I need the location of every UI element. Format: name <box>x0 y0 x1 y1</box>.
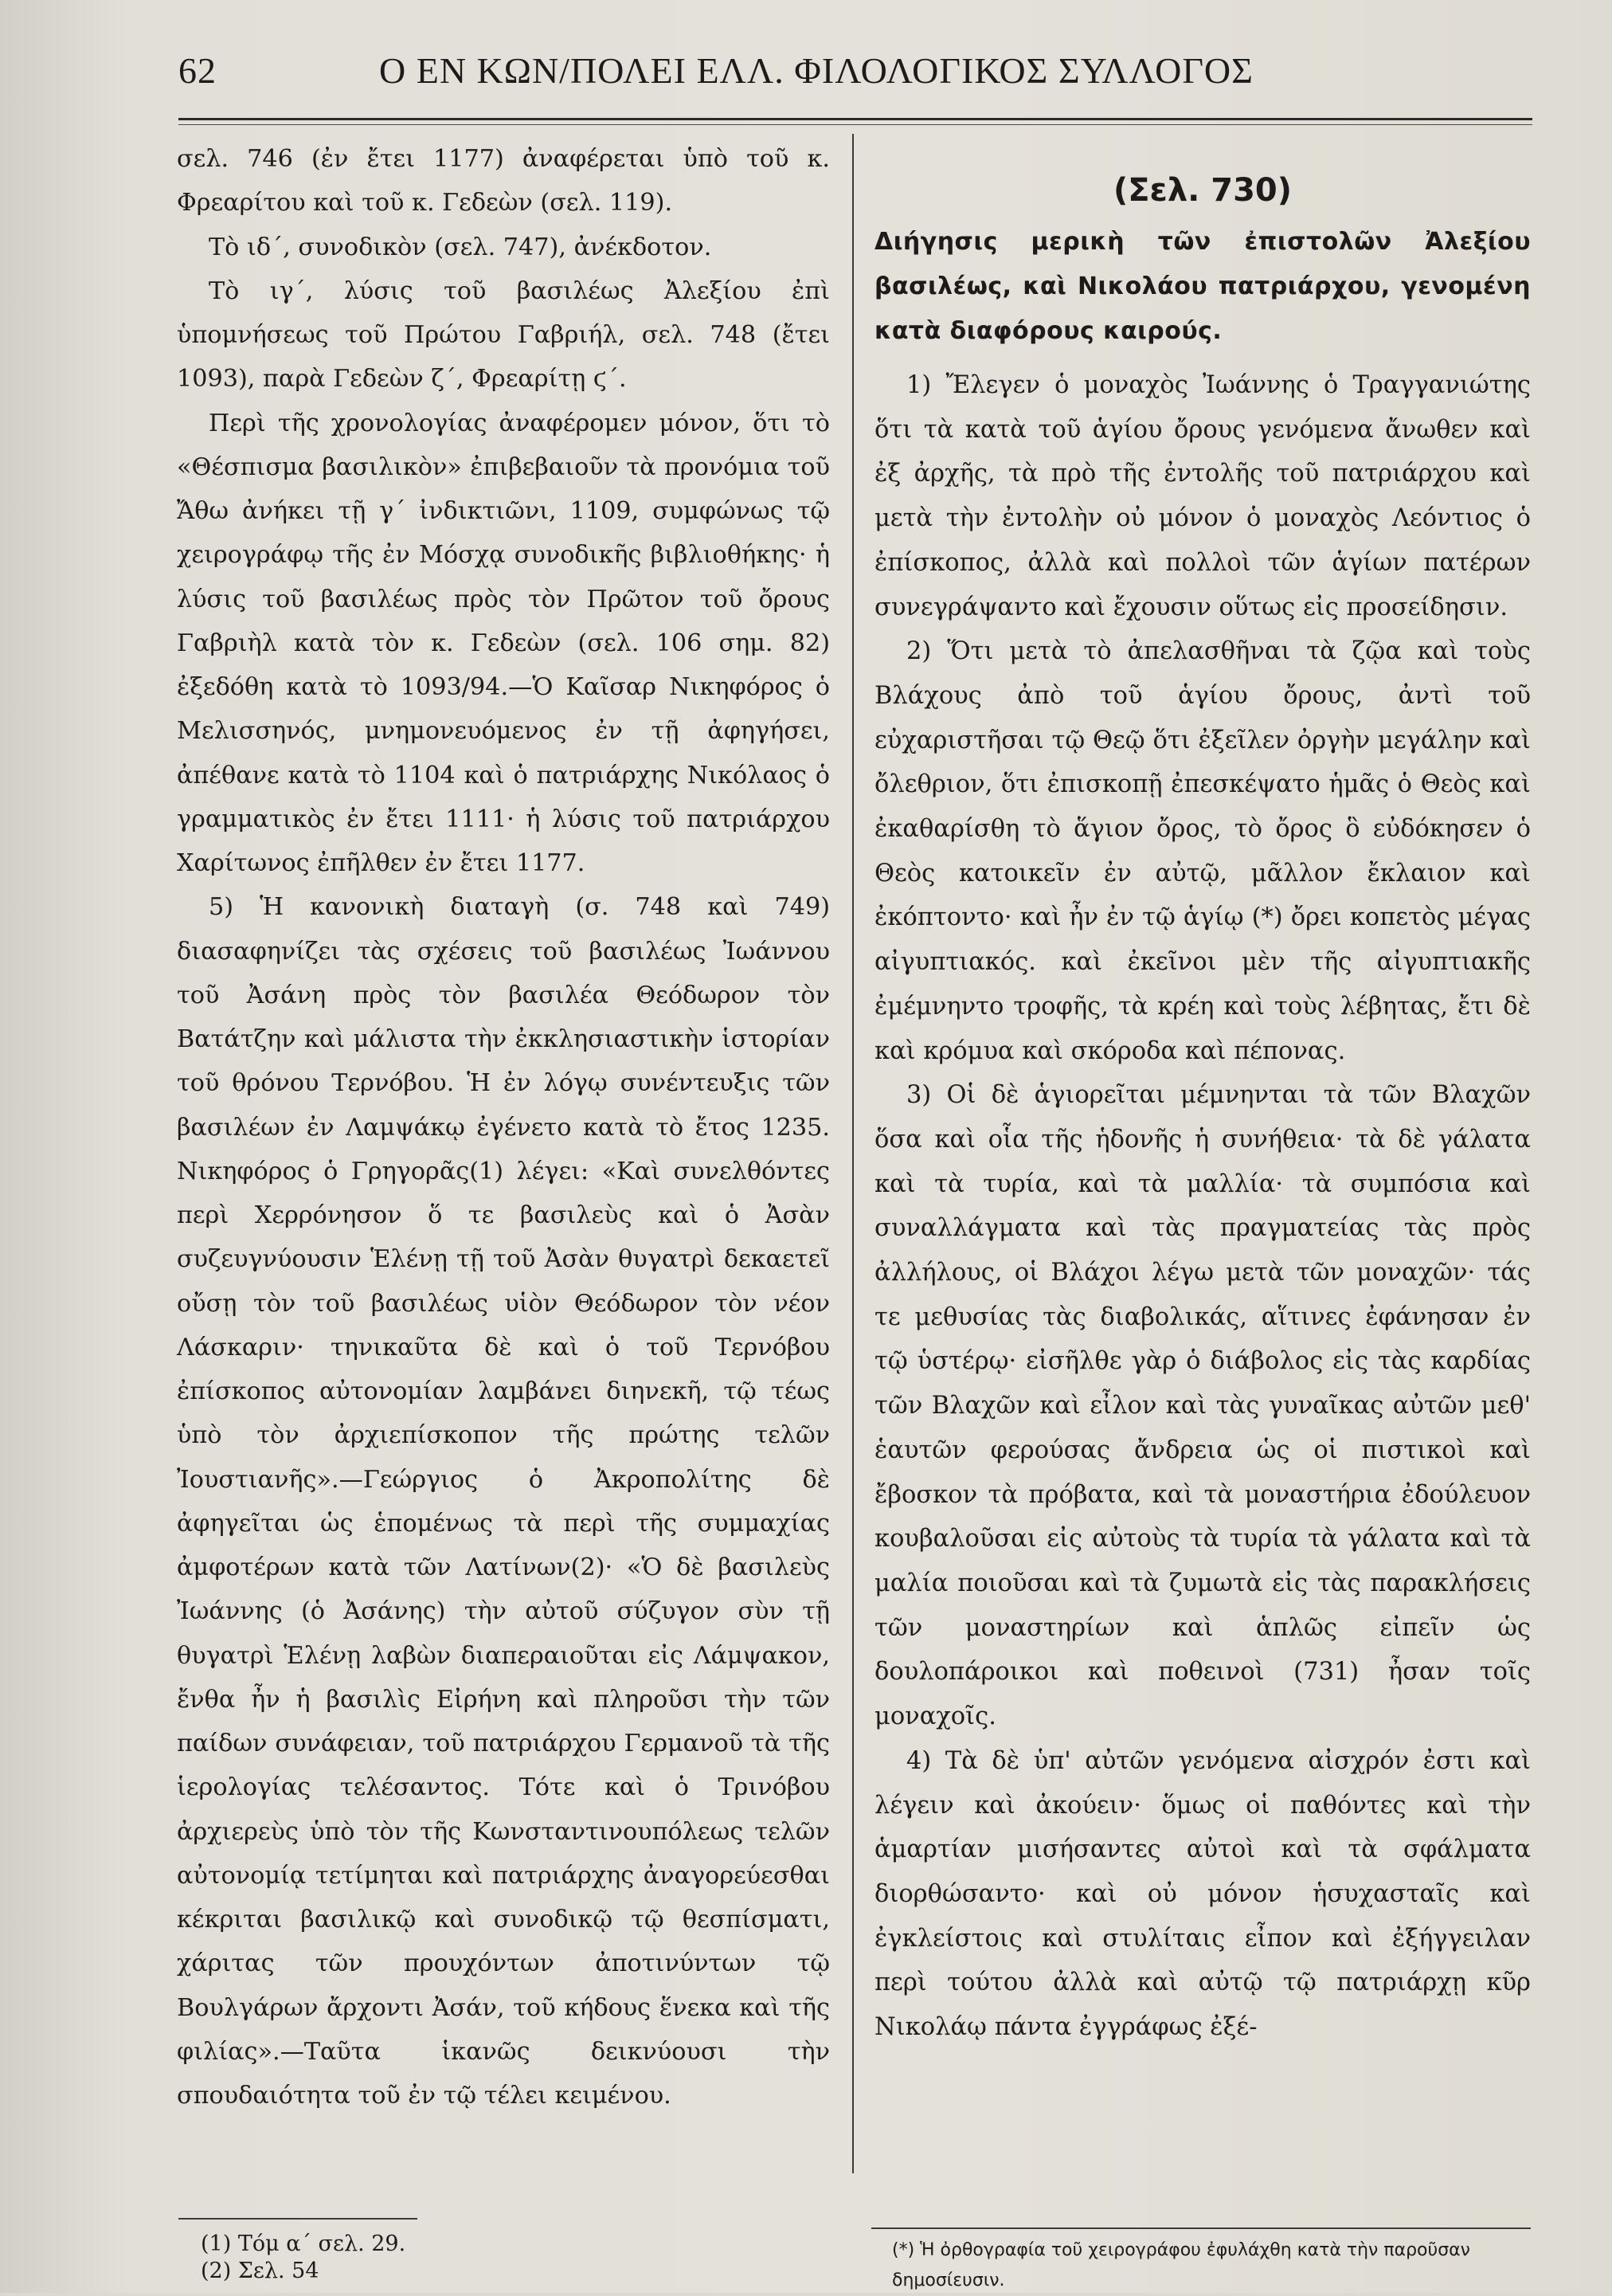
left-paragraph-3: Τὸ ιγ΄, λύσις τοῦ βασιλέως Ἀλεξίου ἐπὶ ὑπομνήσεως τοῦ Πρώτου Γαβριήλ, σελ. 748 (ἔτει 1093), παρὰ Γεδεὼν ζ΄, Φρεαρίτῃ ϛ΄. <box>177 276 830 394</box>
header-rule <box>178 118 1532 120</box>
right-paragraph-2: 2) Ὅτι μετὰ τὸ ἀπελασθῆναι τὰ ζῷα καὶ τοὺς Βλάχους ἀπὸ τοῦ ἁγίου ὄρους, ἀντὶ τοῦ εὐχαριστῆσαι τῷ Θεῷ ὅτι ἐξεῖλεν ὀργὴν μεγάλην καὶ ὄλεθριον, ὅτι ἐπισκοπῇ ἐπεσκέψατο ἡμᾶς ὁ Θεὸς καὶ ἐκαθαρίσθη τὸ ἅγιον ὄρος, τὸ ὄρος ὃ εὐδόκησεν ὁ Θεὸς κατοικεῖν ἐν αὐτῷ, μᾶλλον ἔκλαιον καὶ ἐκόπτοντο· καὶ ἦν ἐν τῷ ἁγίῳ (*) ὄρει κοπετὸς μέγας αἰγυπτιακός. καὶ ἐκεῖνοι μὲν τῆς αἰγυπτιακῆς ἐμέμνηντο τροφῆς, τὰ κρέη καὶ τοὺς λέβητας, ἔτι δὲ καὶ κρόμυα καὶ σκόροδα καὶ πέπονας. <box>874 637 1531 1065</box>
right-footnote: (*) Ἡ ὀρθογραφία τοῦ χειρογράφου ἐφυλάχθη κατὰ τὴν παροῦσαν δημοσίευσιν. <box>892 2240 1470 2290</box>
left-column <box>177 137 830 2118</box>
footnote-2: (2) Σελ. 54 <box>201 2259 319 2283</box>
right-paragraph-4: 4) Τὰ δὲ ὑπ' αὐτῶν γενόμενα αἰσχρόν ἐστι καὶ λέγειν καὶ ἀκούειν· ὅμως οἱ παθόντες καὶ τὴν ἁμαρτίαν μισήσαντες αὐτοὶ καὶ τὰ σφάλματα διορθώσαντο· καὶ οὐ μόνον ἡσυχασταῖς καὶ ἐγκλείστοις καὶ στυλίταις εἶπον καὶ ἐξήγγειλαν περὶ τούτου ἀλλὰ καὶ αὐτῷ τῷ πατριάρχῃ κῦρ Νικολάῳ πάντα ἐγγράφως ἐξέ- <box>874 1746 1531 2042</box>
column-divider <box>852 134 854 2173</box>
page-header <box>178 41 1532 97</box>
left-paragraph-5: 5) Ἡ κανονικὴ διαταγὴ (σ. 748 καὶ 749) διασαφηνίζει τὰς σχέσεις τοῦ βασιλέως Ἰωάννου τοῦ Ἀσάνη πρὸς τὸν βασιλέα Θεόδωρον τὸν Βατάτζην καὶ μάλιστα τὴν ἐκκλησιαστικὴν ἱστορίαν τοῦ θρόνου Τερνόβου. Ἡ ἐν λόγῳ συνέντευξις τῶν βασιλέων ἐν Λαμψάκῳ ἐγένετο κατὰ τὸ ἔτος 1235. Νικηφόρος ὁ Γρηγορᾶς(1) λέγει: «Καὶ συνελθόντες περὶ Χερρόνησον ὅ τε βασιλεὺς καὶ ὁ Ἀσὰν συζευγνύουσιν Ἑλένῃ τῇ τοῦ Ἀσὰν θυγατρὶ δεκαετεῖ οὔσῃ τὸν τοῦ βασιλέως υἱὸν Θεόδωρον τὸν νέον Λάσκαριν· τηνικαῦτα δὲ καὶ ὁ τοῦ Τερνόβου ἐπίσκοπος αὐτονομίαν λαμβάνει διηνεκῆ, τῷ τέως ὑπὸ τὸν ἀρχιεπίσκοπον τῆς πρώτης τελῶν Ἰουστιανῆς».—Γεώργιος ὁ Ἀκροπολίτης δὲ ἀφηγεῖται ὡς ἑπομένως τὰ περὶ τῆς συμμαχίας ἀμφοτέρων κατὰ τῶν Λατίνων(2)· «Ὁ δὲ βασιλεὺς Ἰωάννης (ὁ Ἀσάνης) τὴν αὐτοῦ σύζυγον σὺν τῇ θυγατρὶ Ἑλένῃ λαβὼν διαπεραιοῦται εἰς Λάμψακον, ἔνθα ἦν ἡ βασιλὶς Εἰρήνη καὶ πληροῦσι τὴν τῶν παίδων συνάφειαν, τοῦ πατριάρχου Γερμανοῦ τὰ τῆς ἱερολογίας τελέσαντος. Τότε καὶ ὁ Τρινόβου ἀρχιερεὺς ὑπὸ τὸν τῆς Κωνσταντινουπόλεως τελῶν αὐτονομίᾳ τετίμηται καὶ πατριάρχης ἀναγορεύεσθαι κέκριται βασιλικῷ καὶ συνοδικῷ τῷ θεσπίσματι, χάριτας τῶν προυχόντων ἀποτινύντων τῷ Βουλγάρων ἄρχοντι Ἀσάν, τοῦ κήδους ἕνεκα καὶ τῆς φιλίας».—Ταῦτα ἱκανῶς δεικνύουσι τὴν σπουδαιότητα τοῦ ἐν τῷ τέλει κειμένου. <box>177 893 830 2110</box>
footnote-1: (1) Τόμ α΄ σελ. 29. <box>201 2231 406 2256</box>
left-paragraph-4: Περὶ τῆς χρονολογίας ἀναφέρομεν μόνον, ὅτι τὸ «Θέσπισμα βασιλικὸν» ἐπιβεβαιοῦν τὰ προνόμια τοῦ Ἄθω ἀνήκει τῇ γ΄ ἰνδικτιῶνι, 1109, συμφώνως τῷ χειρογράφῳ τῆς ἐν Μόσχᾳ συνοδικῆς βιβλιοθήκης· ἡ λύσις τοῦ βασιλέως πρὸς τὸν Πρῶτον τοῦ ὄρους Γαβριὴλ κατὰ τὸν κ. Γεδεὼν (σελ. 106 σημ. 82) ἐξεδόθη κατὰ τὸ 1093/94.—Ὁ Καῖσαρ Νικηφόρος ὁ Μελισσηνός, μνημονευόμενος ἐν τῇ ἀφηγήσει, ἀπέθανε κατὰ τὸ 1104 καὶ ὁ πατριάρχης Νικόλαος ὁ γραμματικὸς ἐν ἔτει 1111· ἡ λύσις τοῦ πατριάρχου Χαρίτωνος ἐπῆλθεν ἐν ἔτει 1177. <box>177 409 830 877</box>
running-head: Ο ΕΝ ΚΩΝ/ΠΟΛΕΙ ΕΛΛ. ΦΙΛΟΛΟΓΙΚΟΣ ΣΥΛΛΟΓΟΣ <box>379 50 1254 91</box>
page-number: 62 <box>178 50 217 91</box>
left-footnotes <box>201 2231 405 2285</box>
left-footnote-rule <box>178 2218 417 2220</box>
left-paragraph-1: σελ. 746 (ἐν ἔτει 1177) ἀναφέρεται ὑπὸ τοῦ κ. Φρεαρίτου καὶ τοῦ κ. Γεδεὼν (σελ. 119). <box>177 145 830 217</box>
header-rule-thin <box>178 124 1532 125</box>
left-paragraph-2: Τὸ ιδ΄, συνοδικὸν (σελ. 747), ἀνέκδοτον. <box>209 233 712 261</box>
right-paragraph-3: 3) Οἱ δὲ ἁγιορεῖται μέμνηνται τὰ τῶν Βλαχῶν ὅσα καὶ οἷα τῆς ἡδονῆς ἡ συνήθεια· τὰ δὲ γάλατα καὶ τὰ τυρία, καὶ τὰ μαλλία· τὰ συμπόσια καὶ συναλλάγματα καὶ τὰς πραγματείας τὰς πρὸς ἀλλήλους, οἱ Βλάχοι λέγω μετὰ τῶν μοναχῶν· τάς τε μεθυσίας τὰς διαβολικάς, αἵτινες ἐφάνησαν ἐν τῷ ὑστέρῳ· εἰσῆλθε γὰρ ὁ διάβολος εἰς τὰς καρδίας τῶν Βλαχῶν καὶ εἶλον καὶ τὰς γυναῖκας αὐτῶν μεθ' ἑαυτῶν φερούσας ἄνδρεια ὡς οἱ πιστικοὶ καὶ ἔβοσκον τὰ πρόβατα, καὶ τὰ μοναστήρια ἐδούλευον κουβαλοῦσαι εἰς αὐτοὺς τὰ τυρία τὰ γάλατα καὶ τὰ μαλία ποιοῦσαι καὶ τὰ ζυμωτὰ εἰς τὰς παρακλήσεις τῶν μοναστηρίων καὶ ἁπλῶς εἰπεῖν ὡς δουλοπάροικοι καὶ ποθεινοὶ (731) ἦσαν τοῖς μοναχοῖς. <box>874 1081 1531 1731</box>
right-paragraph-1: 1) Ἔλεγεν ὁ μοναχὸς Ἰωάννης ὁ Τραγγανιώτης ὅτι τὰ κατὰ τοῦ ἁγίου ὄρους γενόμενα ἄνωθεν καὶ ἐξ ἀρχῆς, τὰ πρὸ τῆς ἐντολῆς τοῦ πατριάρχου καὶ μετὰ τὴν ἐντολὴν οὐ μόνον ὁ μοναχὸς Λεόντιος ὁ ἐπίσκοπος, ἀλλὰ καὶ πολλοὶ τῶν ἁγίων πατέρων συνεγράψαντο καὶ ἔχουσιν οὕτως εἰς προσείδησιν. <box>874 371 1531 621</box>
right-column <box>874 137 1531 2050</box>
right-footnote-rule <box>871 2227 1531 2229</box>
section-heading: (Σελ. 730) <box>1113 172 1293 209</box>
section-title: Διήγησις μερικὴ τῶν ἐπιστολῶν Ἀλεξίου βασιλέως, καὶ Νικολάου πατριάρχου, γενομένη κατὰ διαφόρους καιρούς. <box>874 228 1531 345</box>
